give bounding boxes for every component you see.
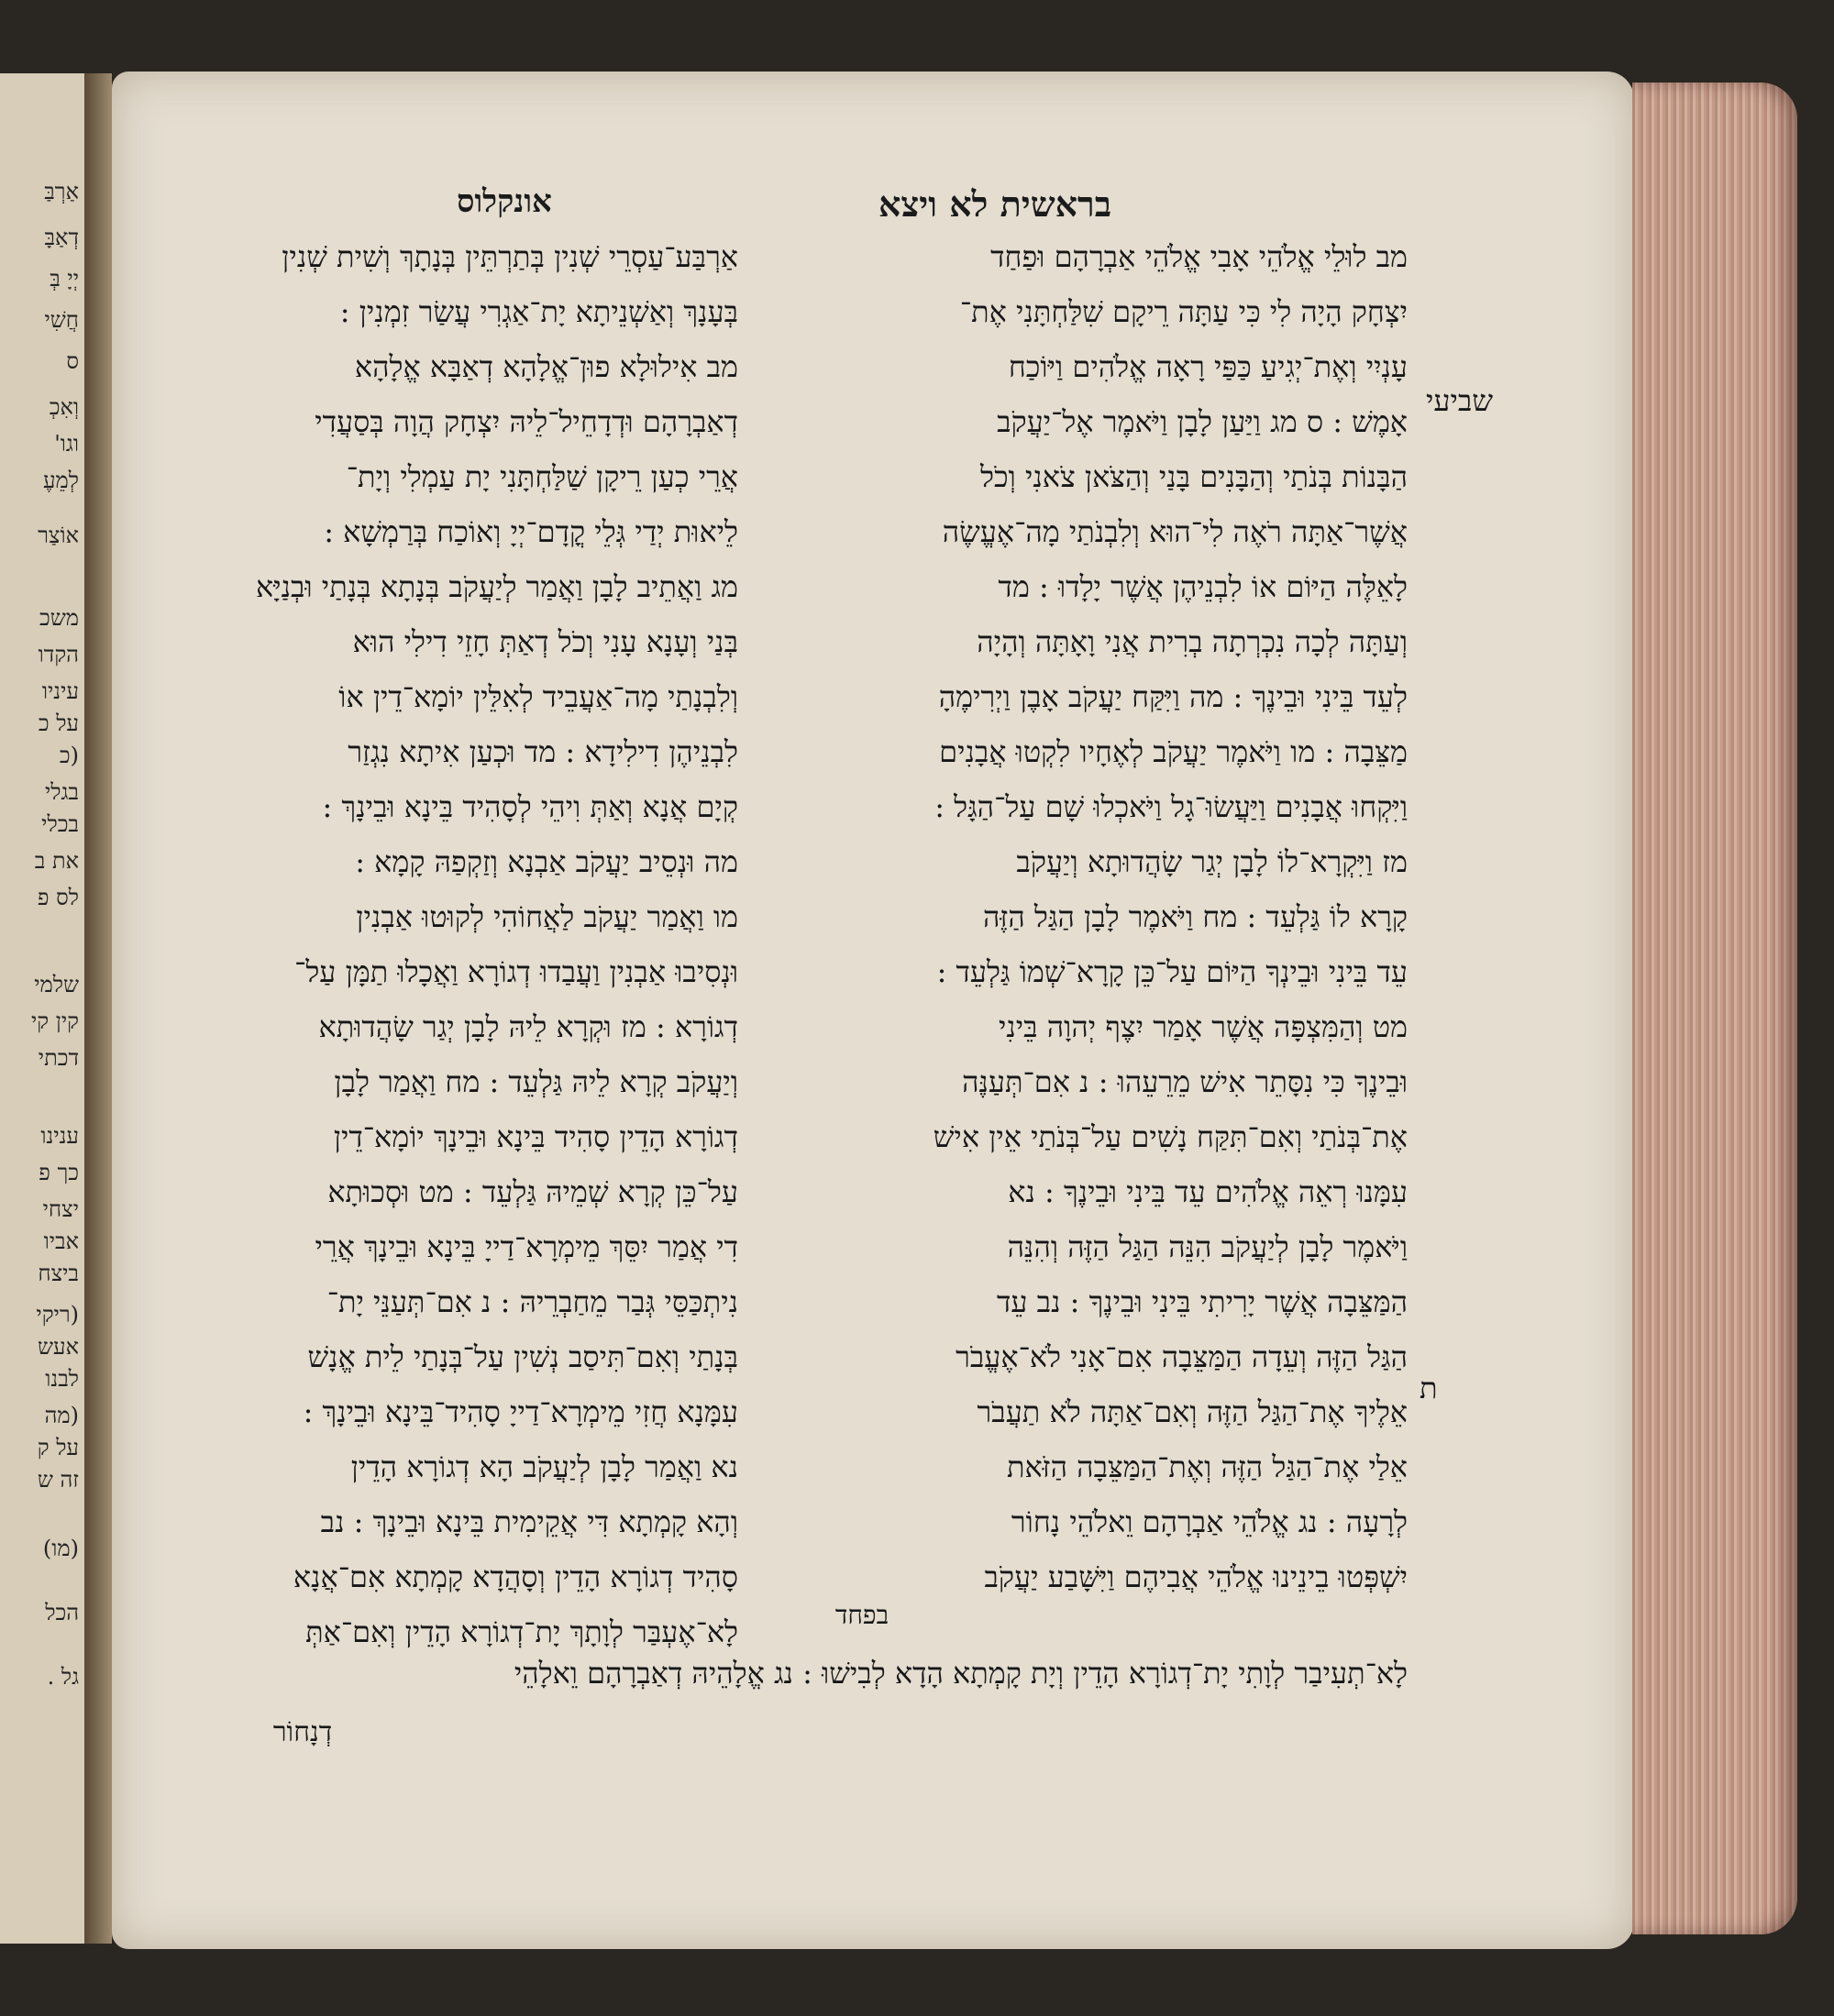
previous-page-fragment: יצחי (42, 1196, 79, 1222)
hebrew-text-line: וּבֵינֶךָ כִּי נִסָּתֵר אִישׁ מֵרֵעֵהוּ : נ אִם־תְּעַנֶּה (962, 1064, 1408, 1099)
hebrew-catchword: בפחד (834, 1600, 889, 1630)
previous-page-fragment: על ק (37, 1435, 79, 1460)
onkelos-text-line: דְאַבְרָהָם וּדְדָחֵיל־לֵיהּ יִצְחָק הֲוָה בְּסַעֲדִי (315, 404, 738, 439)
onkelos-text-line: וּנְסִיבוּ אַבְנִין וַעֲבַדוּ דְגוֹרָא וַאֲכָלוּ תַמָּן עַל־ (294, 954, 738, 989)
previous-page-fragment: (מה (44, 1403, 79, 1428)
onkelos-text-line: בְּנַי וְעָנָא עָנִי וְכֹל דְאַתְּ חָזֵי דִילִי הוּא (352, 624, 738, 659)
onkelos-text-line: וְהָא קָמְתָא דִּי אֲקֵימִית בֵּינָא וּבֵינָךְ : נב (320, 1504, 738, 1539)
previous-page-fragment: הקדו (38, 642, 79, 667)
previous-page-strip (0, 73, 87, 1944)
onkelos-text-line: לֵיאוּת יְדַי גְּלֵי קֳדָם־יְיָ וְאוֹכַח בְּרַמְשָׁא : (324, 514, 738, 549)
previous-page-fragment: זה ש (37, 1467, 79, 1493)
previous-page-fragment: אביו (43, 1228, 79, 1254)
previous-page-fragment: בכלי (41, 811, 79, 837)
onkelos-continuation-line: לָא־תְעִיבַר לְוָתִי יָת־דְגוֹרָא הָדֵין וְיָת קָמְתָא הָדָא לְבִישׁוּ : נג אֱלָהֵיהּ דְאַבְרָהָם וֵאלָהֵי (514, 1656, 1408, 1691)
previous-page-fragment: וגו' (54, 431, 79, 457)
onkelos-text-line: קְיָם אֲנָא וְאַתְּ וִיהֵי לְסָהִיד בֵּינָא וּבֵינָךְ : (322, 789, 738, 824)
previous-page-fragment: את ב (34, 848, 79, 874)
hebrew-text-line: מט וְהַמִּצְפָּה אֲשֶׁר אָמַר יִצֶף יְהוָה בֵּינִי (998, 1009, 1408, 1044)
hebrew-text-line: לְעֵד בֵּינִי וּבֵינֶךָ : מה וַיִּקַּח יַעֲקֹב אָבֶן וַיְרִימֶהָ (938, 679, 1408, 714)
previous-page-fragment: (מו) (42, 1536, 79, 1561)
hebrew-text-line: אָמֶשׁ : ס מג וַיַּעַן לָבָן וַיֹּאמֶר אֶל־יַעֲקֹב (997, 404, 1408, 439)
onkelos-text-line: דְגוֹרָא הָדֵין סָהִיד בֵּינָא וּבֵינָךְ יוֹמָא־דֵין (333, 1119, 738, 1154)
previous-page-fragment: הכל (45, 1600, 79, 1625)
onkelos-text-line: מו וַאֲמַר יַעֲקֹב לַאֲחוֹהִי לְקוּטוּ אַבְנִין (356, 899, 738, 934)
onkelos-text-line: נִיתְכַּסֵּי גְּבַר מֵחַבְרֵיהּ : נ אִם־תְּעַנֵּי יָת־ (326, 1284, 738, 1319)
hebrew-text-line: עָנְיִי וְאֶת־יְגִיעַ כַּפַּי רָאָה אֱלֹהִים וַיּוֹכַח (1008, 349, 1408, 384)
hebrew-text-line: יִצְחָק הָיָה לִי כִּי עַתָּה רֵיקָם שִׁלַּחְתָּנִי אֶת־ (959, 294, 1408, 329)
margin-note-shvii: שביעי (1426, 383, 1493, 418)
previous-page-fragment: עיניו (41, 678, 79, 704)
hebrew-text-line: אֶת־בְּנֹתַי וְאִם־תִּקַּח נָשִׁים עַל־בְּנֹתַי אֵין אִישׁ (933, 1119, 1408, 1154)
onkelos-text-line: לָא־אֶעְבַּר לְוָתָךְ יָת־דְגוֹרָא הָדֵין וְאִם־אַתְּ (305, 1614, 738, 1649)
hebrew-text-line: וְעַתָּה לְכָה נִכְרְתָה בְרִית אֲנִי וָאָתָּה וְהָיָה (977, 624, 1408, 659)
hebrew-text-line: אֵלַי אֶת־הַגַּל הַזֶּה וְאֶת־הַמַּצֵּבָה הַזֹּאת (1006, 1449, 1408, 1484)
previous-page-fragment: דְאַבָּ (44, 225, 79, 250)
onkelos-text-line: אֲרֵי כְעַן רֵיקָן שַׁלַּחְתָּנִי יָת עַמְלִי וְיָת־ (346, 459, 738, 494)
hebrew-text-column (784, 229, 1408, 1604)
previous-page-fragment: שלמי (34, 972, 79, 997)
onkelos-text-line: אַרְבַּע־עַסְרֵי שְׁנִין בְּתַרְתֵּין בְּנָתָךְ וְשִׁית שְׁנִין (282, 239, 738, 274)
previous-page-fragment: ענינו (40, 1123, 79, 1149)
onkelos-text-line: עַל־כֵּן קְרָא שְׁמֵיהּ גַּלְעֵד : מט וּסְכוּתָא (327, 1174, 738, 1209)
previous-page-fragment: לְמֵעֶ (42, 468, 79, 493)
onkelos-text-line: נא וַאֲמַר לָבָן לְיַעֲקֹב הָא דְגוֹרָא הָדֵין (350, 1449, 738, 1484)
hebrew-text-line: הַמַּצֵּבָה אֲשֶׁר יָרִיתִי בֵּינִי וּבֵינֶךָ : נב עֵד (997, 1284, 1408, 1319)
previous-page-fragment: על כ (38, 711, 79, 736)
page-edges (1632, 83, 1797, 1934)
hebrew-text-line: לָאֵלֶּה הַיּוֹם אוֹ לִבְנֵיהֶן אֲשֶׁר יָלָדוּ : מד (998, 569, 1408, 604)
hebrew-text-line: קָרָא לוֹ גַּלְעֵד : מח וַיֹּאמֶר לָבָן הַגַּל הַזֶּה (983, 899, 1408, 934)
hebrew-text-line: עֵד בֵּינִי וּבֵינְךָ הַיּוֹם עַל־כֵּן קָרָא־שְׁמוֹ גַּלְעֵד : (936, 954, 1408, 989)
onkelos-text-line: מה וּנְסֵיב יַעֲקֹב אַבְנָא וְזַקְפַהּ קָמָא : (355, 844, 738, 879)
hebrew-text-line: מז וַיִּקְרָא־לוֹ לָבָן יְגַר שָׂהֲדוּתָא וְיַעֲקֹב (1016, 844, 1408, 879)
previous-page-fragment: לבנו (45, 1366, 79, 1392)
hebrew-text-line: אֲשֶׁר־אַתָּה רֹאֶה לִי־הוּא וְלִבְנֹתַי מָה־אֶעֱשֶׂה (942, 514, 1408, 549)
previous-page-fragment: לס פ (37, 885, 79, 910)
previous-page-fragment: גל . (47, 1664, 79, 1690)
previous-page-fragment: ביצח (38, 1261, 79, 1286)
onkelos-text-line: בְּעָנָךְ וְאַשְׁנֵיתָא יָת־אַגְרִי עֲשַׂר זִמְנִין : (339, 294, 738, 329)
previous-page-fragment: משכ (39, 605, 79, 631)
previous-page-fragment: דכתי (38, 1045, 79, 1071)
previous-page-fragment: ס (66, 348, 79, 374)
onkelos-text-line: בְּנָתַי וְאִם־תִּיסַב נְשִׁין עַל־בְּנָתַי לֵית אֱנָשׁ (307, 1339, 738, 1374)
hebrew-text-line: לְרָעָה : נג אֱלֹהֵי אַבְרָהָם וֵאלֹהֵי נָחוֹר (1011, 1504, 1408, 1539)
onkelos-text-line: דִי אֲמַר יִסֵּךְ מֵימְרָא־דַייָ בֵּינָא וּבֵינָךְ אֲרֵי (315, 1229, 738, 1264)
previous-page-fragment: אעש (38, 1334, 79, 1360)
previous-page-fragment: כך פ (39, 1160, 79, 1185)
hebrew-text-line: מב לוּלֵי אֱלֹהֵי אָבִי אֱלֹהֵי אַבְרָהָם וּפַחַד (990, 239, 1408, 274)
hebrew-text-line: הַגַּל הַזֶּה וְעֵדָה הַמַּצֵּבָה אִם־אָנִי לֹא־אֶעֱבֹר (956, 1339, 1408, 1374)
onkelos-catchword: דְנָחוֹר (272, 1716, 333, 1748)
onkelos-text-line: מב אִילוּלָא פוּן־אֱלָהָא דְאַבָּא אֱלָהָא (354, 349, 738, 384)
margin-note-parasha: ת (1420, 1371, 1438, 1405)
hebrew-text-line: עִמָּנוּ רְאֵה אֱלֹהִים עֵד בֵּינִי וּבֵינֶךָ : נא (1008, 1174, 1408, 1209)
hebrew-text-line: וַיֹּאמֶר לָבָן לְיַעֲקֹב הִנֵּה הַגַּל הַזֶּה וְהִנֵּה (1007, 1229, 1408, 1264)
hebrew-text-line: אֵלֶיךָ אֶת־הַגַּל הַזֶּה וְאִם־אַתָּה לֹא תַעֲבֹר (977, 1394, 1408, 1429)
onkelos-text-line: מג וַאֲתֵיב לָבָן וַאֲמַר לְיַעֲקֹב בְּנָתָא בְּנָתַי וּבְנַיָּא (256, 569, 738, 604)
previous-page-fragment: בגלי (44, 779, 79, 805)
previous-page-fragment: (ריקי (36, 1302, 79, 1327)
onkelos-text-line: דְגוֹרָא : מז וּקְרָא לֵיהּ לָבָן יְגַר שָׂהֲדוּתָא (318, 1009, 738, 1044)
previous-page-fragment: וְאִכְ (49, 394, 79, 420)
previous-page-fragment: חֲשִׁי (44, 307, 79, 333)
onkelos-text-line: לִבְנֵיהֶן דִילִידָא : מד וּכְעַן אִיתָא נִגְזַר (348, 734, 738, 769)
hebrew-text-line: יִשְׁפְּטוּ בֵינֵינוּ אֱלֹהֵי אֲבִיהֶם וַיִּשָּׁבַע יַעֲקֹב (984, 1559, 1408, 1594)
onkelos-text-line: וְיַעֲקֹב קְרָא לֵיהּ גַּלְעֵד : מח וַאֲמַר לָבָן (334, 1064, 738, 1099)
running-head-hebrew: בראשית לא ויצא (878, 183, 1112, 225)
book-gutter (84, 73, 112, 1944)
running-head-onkelos: אונקלוס (457, 183, 552, 220)
previous-page-fragment: אַרְבַּ (44, 179, 79, 204)
onkelos-text-column (128, 229, 738, 1659)
hebrew-text-line: הַבָּנוֹת בְּנֹתַי וְהַבָּנִים בָּנַי וְהַצֹּאן צֹאנִי וְכֹל (980, 459, 1408, 494)
hebrew-text-line: וַיִּקְחוּ אֲבָנִים וַיַּעֲשׂוּ־גָל וַיֹּאכְלוּ שָׁם עַל־הַגָּל : (934, 789, 1408, 824)
onkelos-text-line: עִמָּנָא חֲזִי מֵימְרָא־דַייָ סָהִיד־בֵּינָא וּבֵינָךְ : (303, 1394, 738, 1429)
onkelos-text-line: סָהִיד דְגוֹרָא הָדֵין וְסָהֲדָא קָמְתָא אִם־אֲנָא (293, 1559, 738, 1594)
previous-page-fragment: אוֹצַר (38, 523, 79, 548)
previous-page-fragment: יְיָ בְּ (50, 266, 79, 292)
previous-page-fragment: קין קי (30, 1008, 79, 1034)
previous-page-fragment: (כ (59, 743, 79, 768)
onkelos-text-line: וְלִבְנָתַי מָה־אַעֲבֵיד לְאִלֵּין יוֹמָא־דֵין אוֹ (338, 679, 738, 714)
hebrew-text-line: מַצֵּבָה : מו וַיֹּאמֶר יַעֲקֹב לְאֶחָיו לִקְטוּ אֲבָנִים (939, 734, 1408, 769)
